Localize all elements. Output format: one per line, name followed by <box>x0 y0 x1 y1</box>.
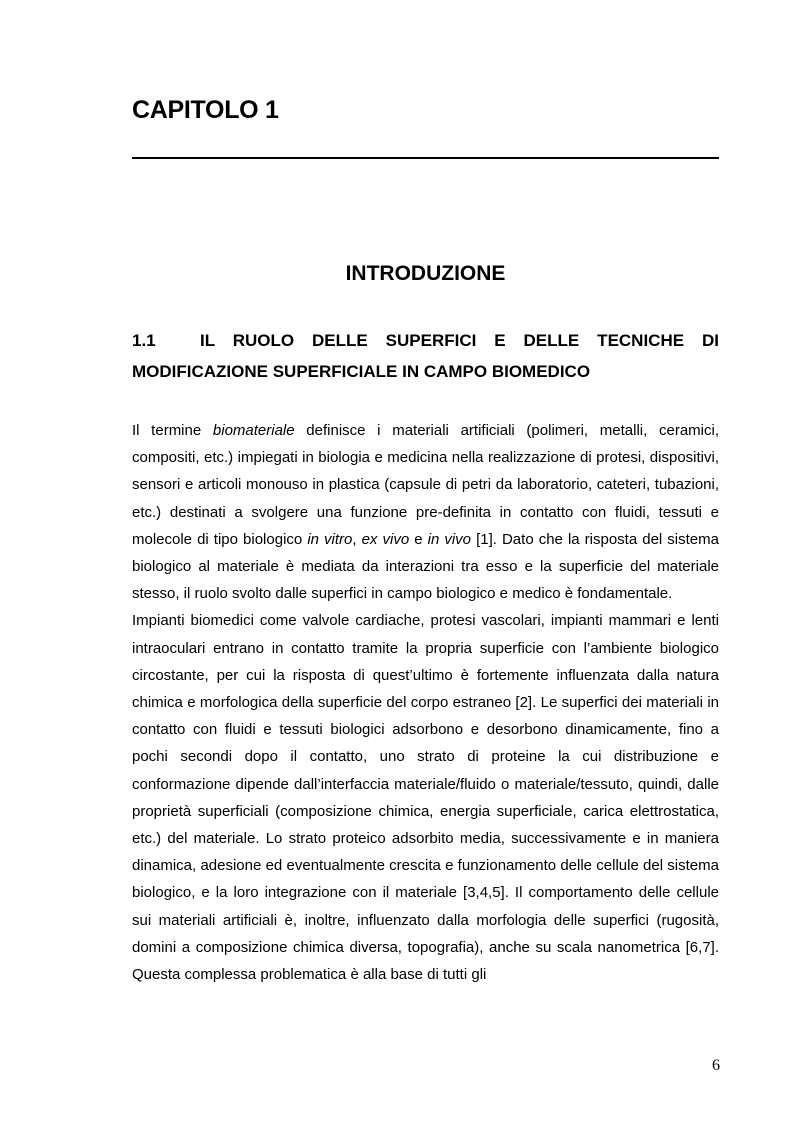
page-number: 6 <box>712 1057 720 1074</box>
paragraph-1 <box>132 417 719 607</box>
term-biomateriale: biomateriale <box>212 422 295 439</box>
section-heading: INTRODUZIONE <box>345 262 506 285</box>
paragraph-1-run-4: e <box>409 530 428 548</box>
term-in-vivo: in vivo <box>427 530 472 548</box>
paragraph-1-run-3: , <box>352 530 362 548</box>
paragraph-1-run-5: [1]. Dato che la risposta del sistema biologico al materiale è mediata da interazioni tra esso e la superficie del materiale stesso, il ruolo svolto dalle superfici in campo biologico e medico è fondamentale. <box>132 530 719 603</box>
chapter-title: CAPITOLO 1 <box>132 96 279 124</box>
chapter-divider <box>132 157 719 159</box>
term-ex-vivo: ex vivo <box>361 530 410 548</box>
paragraph-1-run-2: definisce i materiali artificiali (polimeri, metalli, ceramici, compositi, etc.) impiegati in biologia e medicina nella realizzazione di protesi, dispositivi, sensori e articoli monouso in plastica (capsule di petri da laboratorio, cateteri, tubazioni, etc.) destinati a svolgere una funzione pre-definita in contatto con fluidi, tessuti e molecole di tipo biologico <box>132 422 719 548</box>
paragraph-2: Impianti biomedici come valvole cardiache, protesi vascolari, impianti mammari e lenti intraoculari entrano in contatto tramite la propria superficie con l’ambiente biologico circostante, per cui la risposta di quest’ultimo è fortemente influenzata dalla natura chimica e morfologica della superficie del corpo estraneo [2]. Le superfici dei materiali in contatto con fluidi e tessuti biologici adsorbono e desorbono dinamicamente, fino a pochi secondi dopo il contatto, uno strato di proteine la cui distribuzione e conformazione dipende dall’interfaccia materiale/fluido o materiale/tessuto, quindi, dalle proprietà superficiali (composizione chimica, energia superficiale, carica elettrostatica, etc.) del materiale. Lo strato proteico adsorbito media, successivamente e in maniera dinamica, adesione ed eventualmente crescita e funzionamento delle cellule del sistema biologico, e la loro integrazione con il materiale [3,4,5]. Il comportamento delle cellule sui materiali artificiali è, inoltre, influenzato dalla morfologia delle superfici (rugosità, domini a composizione chimica diversa, topografia), anche su scala nanometrica [6,7]. Questa complessa problematica è alla base di tutti gli <box>132 612 719 984</box>
subsection-title: IL RUOLO DELLE SUPERFICI E DELLE TECNICHE DI MODIFICAZIONE SUPERFICIALE IN CAMPO BIOMEDICO <box>132 331 719 381</box>
body-text <box>132 417 719 988</box>
term-in-vitro: in vitro <box>307 530 353 548</box>
paragraph-1-run-1: Il termine <box>132 422 213 439</box>
subsection-heading <box>132 325 719 387</box>
subsection-number: 1.1 <box>132 331 156 350</box>
